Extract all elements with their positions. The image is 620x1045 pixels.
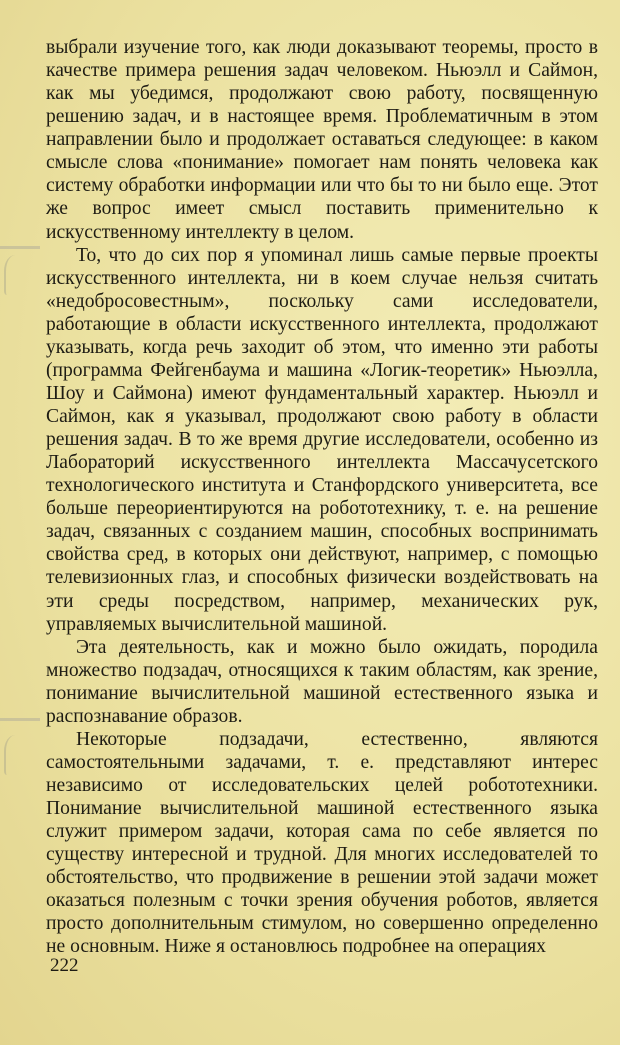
paragraph-2: То, что до сих пор я упоминал лишь самые первые проекты искусственного интеллекта, ни в коем случае нельзя считать «недобросовестным», поскольку сами исследователи, работающие в области искусственного интеллекта, продолжают указывать, когда речь заходит об этом, что именно эти работы (программа Фейгенбаума и машина «Логик-теоретик» Ньюэлла, Шоу и Саймона) имеют фундаментальный характер. Ньюэлл и Саймон, как я указывал, продолжают свою работу в области решения задач. В то же время другие исследователи, особенно из Лабораторий искусственного интеллекта Массачусетского технологического института и Станфордского университета, все больше переориентируются на робототехнику, т. е. на решение задач, связанных с созданием машин, способных воспринимать свойства сред, в которых они действуют, например, с помощью телевизионных глаз, и способных физически воздействовать на эти среды посредством, например, механических рук, управляемых вычислительной машиной. [46,244,598,635]
body-text [46,36,598,959]
margin-mark [0,246,40,249]
margin-mark [0,718,40,721]
paragraph-4: Некоторые подзадачи, естественно, являются самостоятельными задачами, т. е. представляют интерес независимо от исследовательских целей робототехники. Понимание вычислительной машиной естественного языка служит примером задачи, которая сама по себе является по существу интересной и трудной. Для многих исследователей то обстоятельство, что продвижение в решении этой задачи может оказаться полезным с точки зрения обучения роботов, является просто дополнительным стимулом, но совершенно определенно не основным. Ниже я остановлюсь подробнее на операциях [46,728,598,958]
page-number: 222 [50,955,79,976]
paragraph-3: Эта деятельность, как и можно было ожидать, породила множество подзадач, относящихся к таким областям, как зрение, понимание вычислительной машиной естественного языка и распознавание образов. [46,636,598,727]
margin-scribble [4,735,32,775]
paragraph-1: выбрали изучение того, как люди доказывают теоремы, просто в качестве примера решения задач человеком. Ньюэлл и Саймон, как мы убедимся, продолжают свою работу, посвященную решению задач, и в настоящее время. Проблематичным в этом направлении было и продолжает оставаться следующее: в каком смысле слова «понимание» помогает нам понять человека как систему обработки информации или что бы то ни было еще. Этот же вопрос имеет смысл поставить применительно к искусственному интеллекту в целом. [46,37,598,243]
margin-scribble [4,255,32,295]
